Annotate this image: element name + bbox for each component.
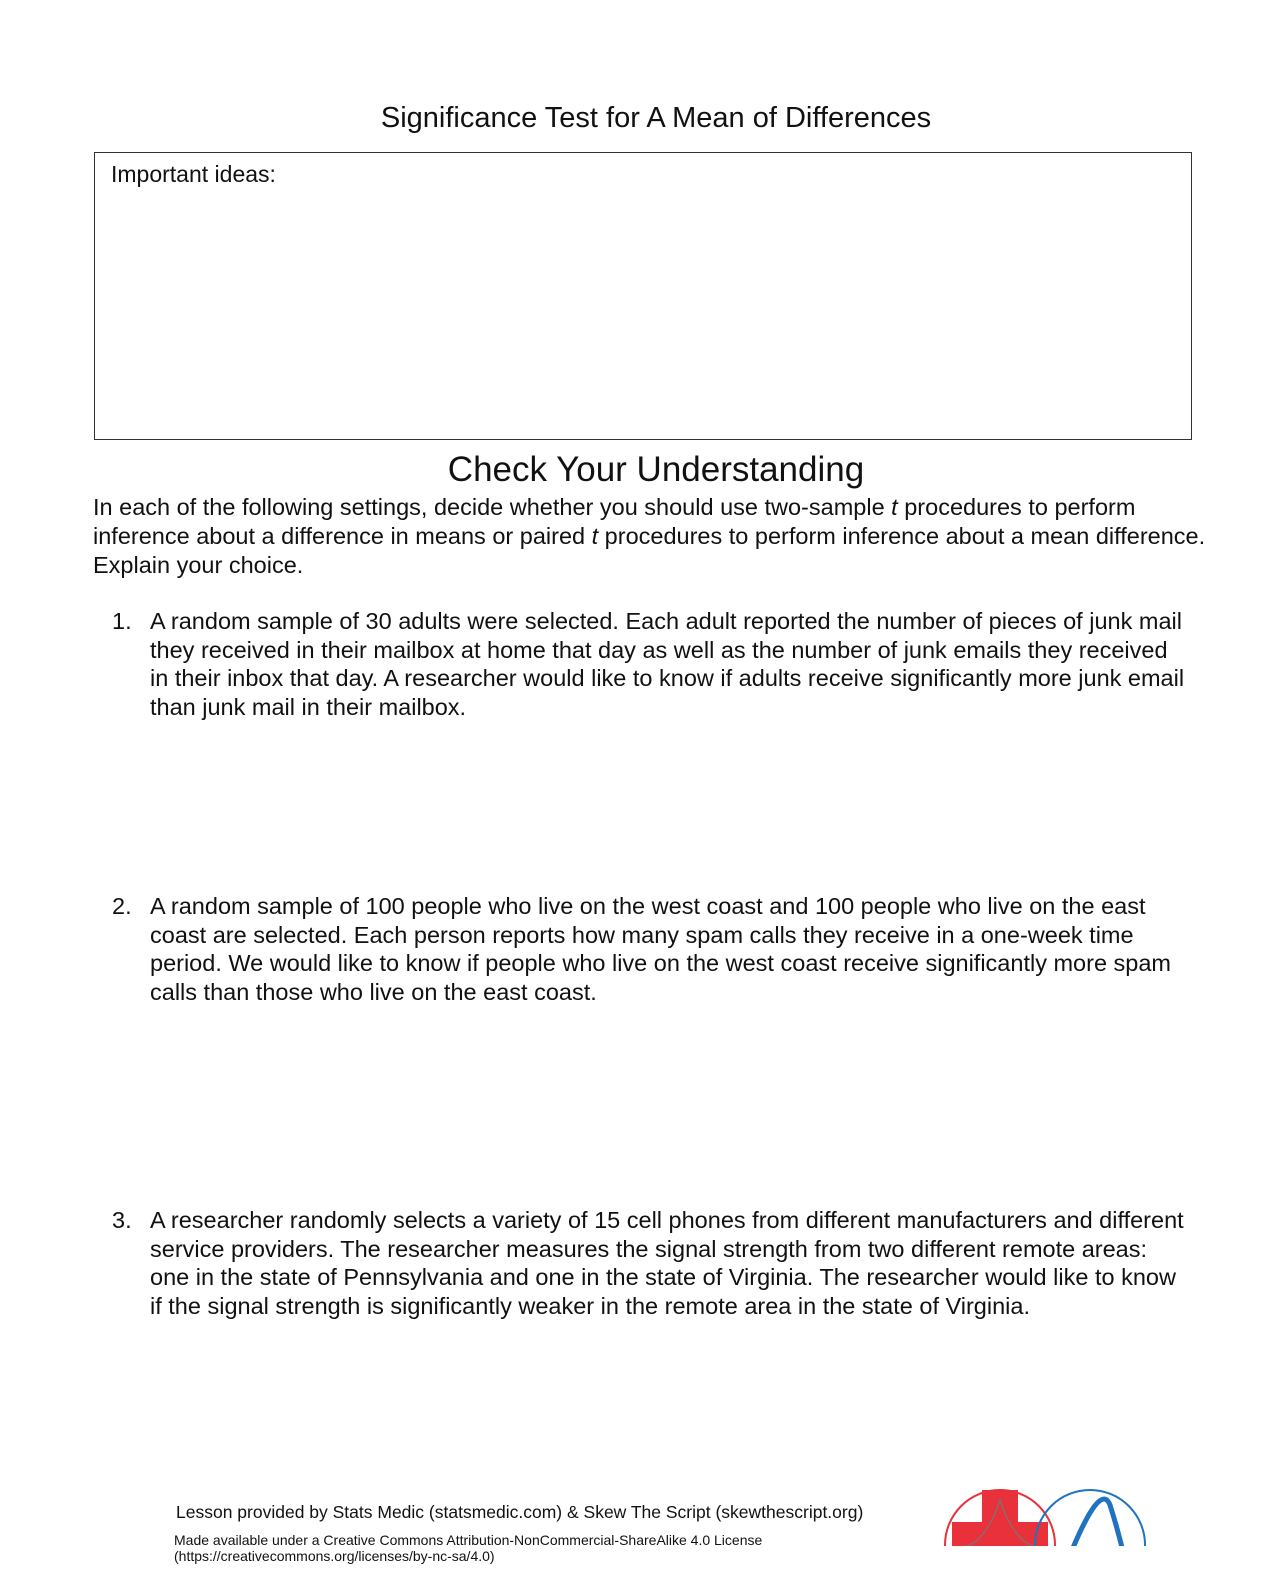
important-ideas-label: Important ideas: — [111, 161, 276, 187]
question-3 — [112, 1206, 1192, 1321]
footer-license — [174, 1532, 762, 1564]
instructions — [93, 493, 1213, 580]
intro-t: t — [891, 494, 898, 520]
section-title: Check Your Understanding — [447, 450, 865, 489]
stats-medic-skew-logo-icon — [940, 1480, 1160, 1587]
question-text: A random sample of 100 people who live on the west coast and 100 people who live on the east coast are selected. Each person reports how many spam calls they receive in a one-week time period. We would like to know if people who live on the west coast receive significantly more spam calls than those who live on the east coast. — [150, 893, 1172, 1006]
license-line: Made available under a Creative Commons Attribution-NonCommercial-ShareAlike 4.0 License — [174, 1532, 763, 1548]
footer-credit: Lesson provided by Stats Medic (statsmedic.com) & Skew The Script (skewthescript.org) — [176, 1502, 864, 1522]
page-title: Significance Test for A Mean of Differences — [380, 102, 932, 134]
question-text: A researcher randomly selects a variety of 15 cell phones from different manufacturers and different service providers. The researcher measures the signal strength from two different remote areas: one in the state of Pennsylvania and one in the state of Virginia. The researcher would like to know if the signal strength is significantly weaker in the remote area in the state of Virginia. — [150, 1207, 1184, 1320]
intro-text: procedures to perform inference about a mean difference. Explain your choice. — [93, 523, 1206, 578]
question-number: 1. — [112, 608, 132, 634]
license-url: (https://creativecommons.org/licenses/by-nc-sa/4.0) — [174, 1548, 495, 1564]
important-ideas-box — [94, 152, 1192, 440]
intro-t: t — [591, 523, 599, 549]
intro-text: procedures to perform inference about a difference in means or paired — [93, 494, 1136, 549]
question-2 — [112, 892, 1192, 1007]
question-number: 3. — [112, 1207, 132, 1233]
intro-text: In each of the following settings, decide whether you should use two-sample — [93, 494, 892, 520]
question-text: A random sample of 30 adults were selected. Each adult reported the number of pieces of junk mail they received in their mailbox at home that day as well as the number of junk emails they received in their inbox that day. A researcher would like to know if adults receive significantly more junk email than junk mail in their mailbox. — [150, 608, 1185, 721]
question-1 — [112, 607, 1192, 722]
question-number: 2. — [112, 893, 132, 919]
